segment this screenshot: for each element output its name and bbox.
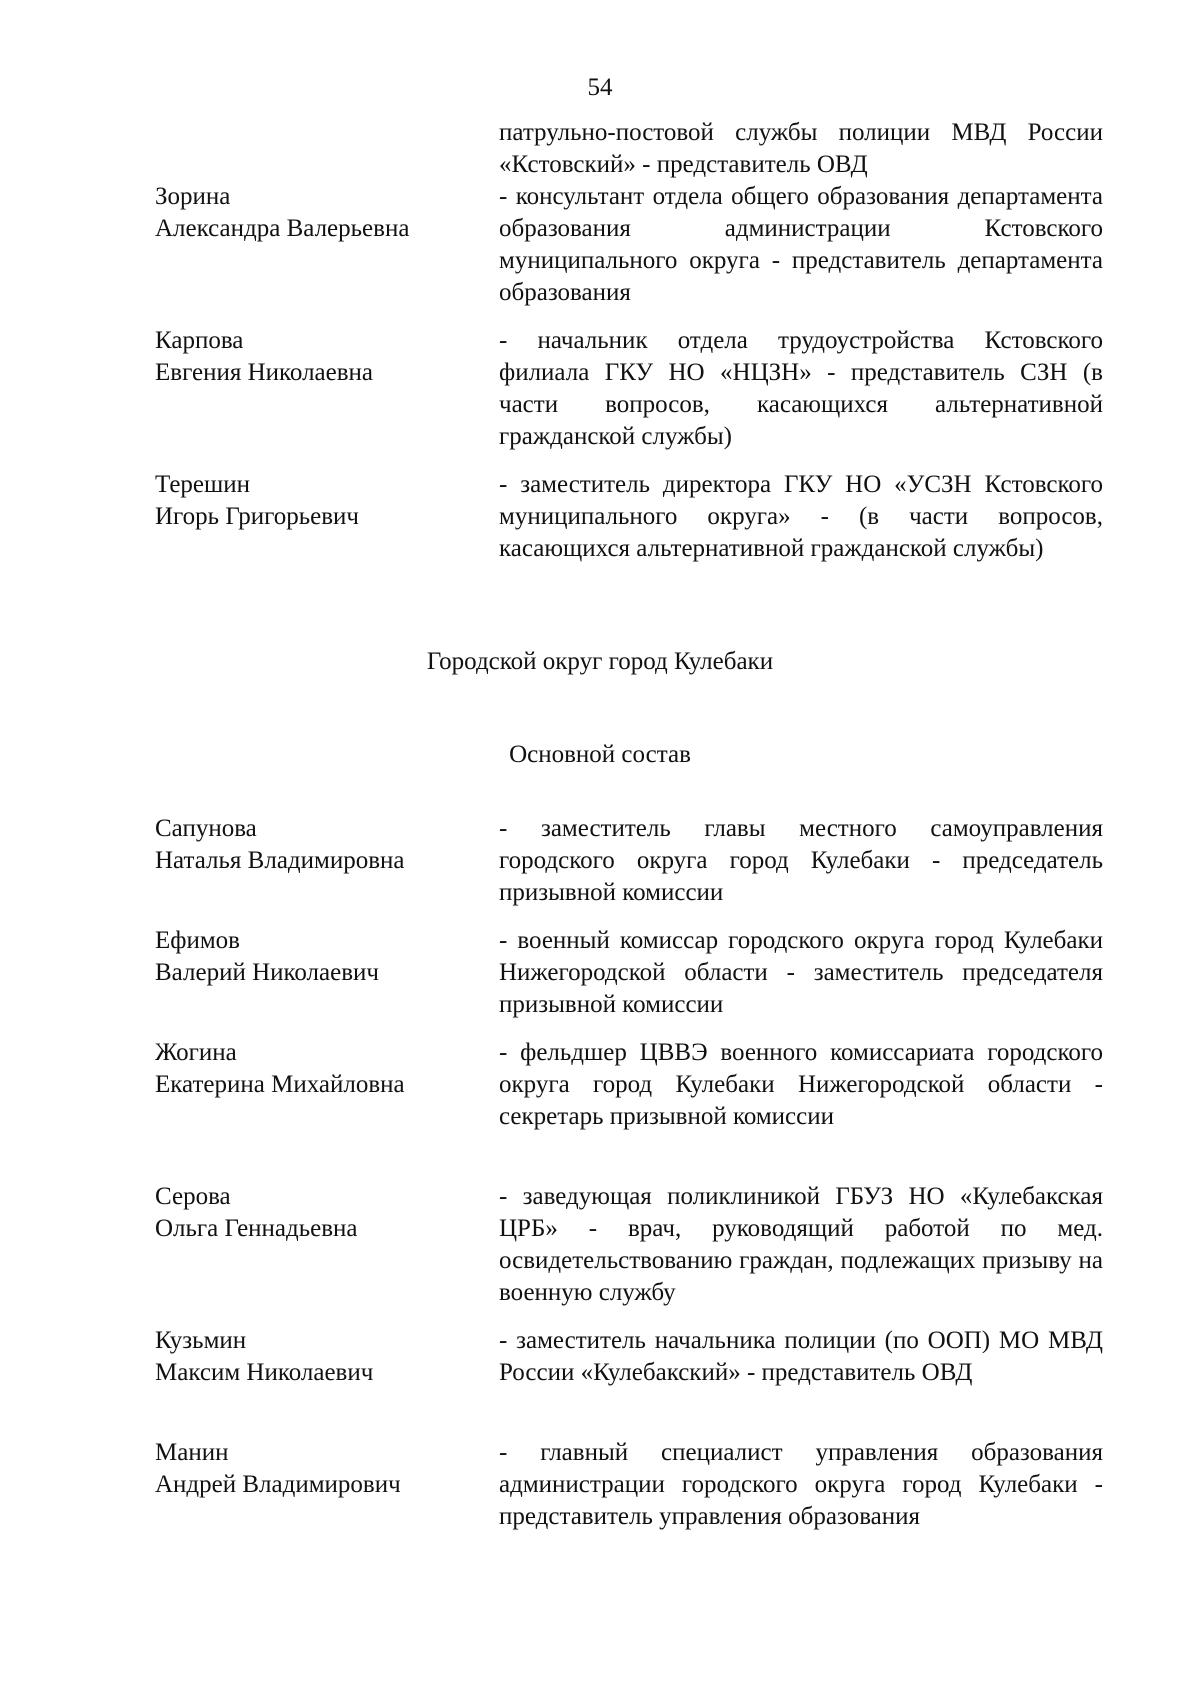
- member-role: - военный комиссар городского округа город Кулебаки Нижегородской области - заместитель председателя призывной комиссии: [499, 927, 1103, 1018]
- member-role: - консультант отдела общего образования департамента образования администрации Кстовского муниципального округа - представитель департамента образования: [499, 183, 1103, 306]
- member-surname: Жогина: [155, 1039, 237, 1066]
- member-name: [155, 325, 499, 453]
- member-given-names: Андрей Владимирович: [155, 1471, 401, 1498]
- member-name: [155, 1437, 499, 1533]
- member-given-names: Наталья Владимировна: [155, 847, 405, 874]
- member-given-names: Ольга Геннадьевна: [155, 1215, 358, 1242]
- member-efimov: [155, 925, 1103, 1021]
- member-serova: [155, 1181, 1103, 1309]
- member-surname: Сапунова: [155, 815, 257, 842]
- member-role: - заместитель главы местного самоуправления городского округа город Кулебаки - председатель призывной комиссии: [499, 815, 1103, 906]
- member-role: - главный специалист управления образования администрации городского округа город Кулебаки - представитель управления образования: [499, 1439, 1103, 1530]
- member-name: [155, 925, 499, 1021]
- member-role: - начальник отдела трудоустройства Кстовского филиала ГКУ НО «НЦЗН» - представитель СЗН (в части вопросов, касающихся альтернативной гражданской службы): [499, 327, 1103, 450]
- member-tereshin: [155, 469, 1103, 565]
- continuation-text: патрульно-постовой службы полиции МВД России «Кстовский» - представитель ОВД: [499, 119, 1103, 178]
- member-surname: Манин: [155, 1439, 229, 1466]
- member-name: [155, 181, 499, 309]
- member-given-names: Евгения Николаевна: [155, 359, 374, 386]
- member-surname: Ефимов: [155, 927, 240, 954]
- member-given-names: Екатерина Михайловна: [155, 1071, 405, 1098]
- district-heading: Городской округ город Кулебаки: [426, 648, 774, 675]
- member-name: [155, 1325, 499, 1389]
- member-role: - заведующая поликлиникой ГБУЗ НО «Кулебакская ЦРБ» - врач, руководящий работой по мед. освидетельствованию граждан, подлежащих призыву на военную службу: [499, 1183, 1103, 1306]
- member-zorina: [155, 181, 1103, 309]
- page-number: 54: [587, 74, 613, 101]
- member-role: - заместитель начальника полиции (по ООП) МО МВД России «Кулебакский» - представитель ОВД: [499, 1327, 1103, 1386]
- member-name: [155, 813, 499, 909]
- member-sapunova: [155, 813, 1103, 909]
- member-surname: Карпова: [155, 327, 244, 354]
- member-given-names: Александра Валерьевна: [155, 215, 410, 242]
- member-role: - фельдшер ЦВВЭ военного комиссариата городского округа город Кулебаки Нижегородской области - секретарь призывной комиссии: [499, 1039, 1103, 1130]
- member-karpova: [155, 325, 1103, 453]
- composition-heading: Основной состав: [509, 741, 691, 768]
- member-surname: Серова: [155, 1183, 231, 1210]
- member-manin: [155, 1437, 1103, 1533]
- member-surname: Терешин: [155, 471, 251, 498]
- member-given-names: Максим Николаевич: [155, 1359, 374, 1386]
- member-name: [155, 469, 499, 565]
- member-kuzmin: [155, 1325, 1103, 1389]
- member-name: [155, 1181, 499, 1309]
- member-surname: Кузьмин: [155, 1327, 247, 1354]
- member-name: [155, 1037, 499, 1133]
- member-zhogina: [155, 1037, 1103, 1133]
- member-surname: Зорина: [155, 183, 231, 210]
- member-given-names: Валерий Николаевич: [155, 959, 379, 986]
- member-given-names: Игорь Григорьевич: [155, 503, 359, 530]
- member-role: - заместитель директора ГКУ НО «УСЗН Кстовского муниципального округа» - (в части вопросов, касающихся альтернативной гражданской службы): [499, 471, 1103, 562]
